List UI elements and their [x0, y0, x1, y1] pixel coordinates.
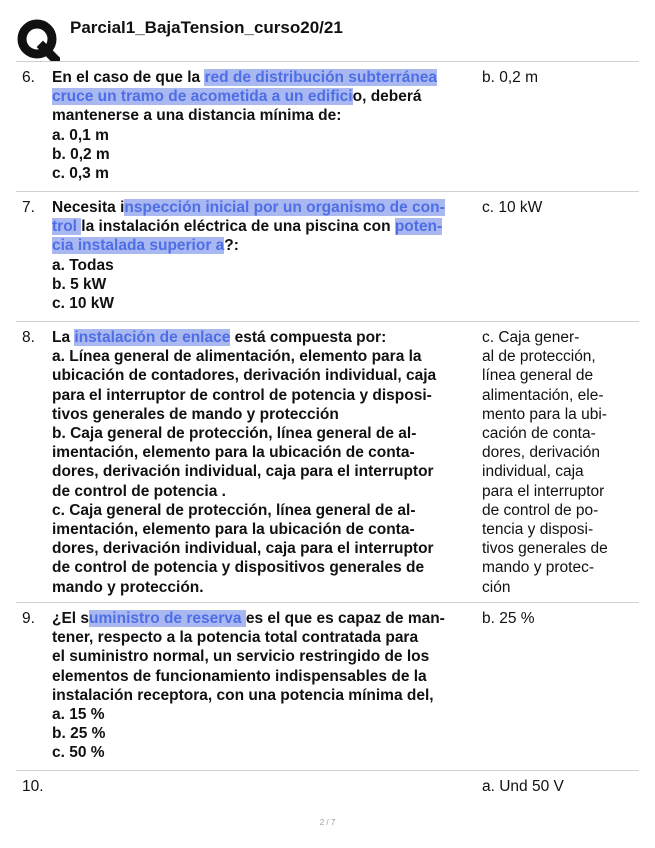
divider: [16, 191, 639, 192]
question-text-line: [52, 667, 482, 686]
divider: [16, 321, 639, 322]
answer-option: ubicación de contadores, derivación individual, caja: [52, 367, 437, 385]
question-number: 6.: [22, 69, 35, 86]
answer-option: de control de potencia .: [52, 482, 226, 500]
correct-answer-line: cación de conta-: [482, 425, 596, 443]
answer-option: b. 5 kW: [52, 275, 107, 293]
question-text: elementos de funcionamiento indispensables de la: [52, 667, 427, 685]
correct-answer-line: tencia y disposi-: [482, 521, 594, 539]
question-text: mantenerse a una distancia mínima de:: [52, 107, 342, 125]
answer-option: b. 25 %: [52, 725, 106, 743]
highlighted-text: poten-: [394, 218, 443, 236]
answer-option: dores, derivación individual, caja para el interruptor: [52, 540, 434, 558]
question-text-line: [52, 87, 482, 106]
correct-answer-line: mando y protec-: [482, 559, 594, 577]
highlighted-text: instalación de enlace: [74, 329, 231, 346]
question-text-line: [52, 328, 482, 347]
question-text: la instalación eléctrica de una piscina con: [81, 218, 395, 236]
correct-answer-line: para el interruptor: [482, 482, 605, 500]
question-text: o, deberá: [352, 88, 422, 106]
question-answer: [482, 68, 642, 87]
question-text-line: [52, 686, 482, 705]
question-answer: [482, 609, 642, 628]
correct-answer-line: a. Und 50 V: [482, 778, 564, 795]
question-text-line: [52, 217, 482, 236]
question-text: está compuesta por:: [230, 329, 387, 346]
highlighted-text: cia instalada superior a: [52, 237, 225, 255]
question-text: En el caso de que la: [52, 69, 205, 86]
highlighted-text: cruce un tramo de acometida a un edifici: [52, 88, 353, 106]
question-body: [52, 609, 482, 763]
answer-option: a. 0,1 m: [52, 126, 109, 144]
question-text-line: [52, 628, 482, 647]
question-text: tener, respecto a la potencia total contratada para: [52, 629, 419, 647]
question-answer: [482, 198, 642, 217]
page-number: 2 / 7: [319, 818, 336, 827]
answer-option: para el interruptor de control de potencia y disposi-: [52, 386, 432, 404]
question-text: La: [52, 329, 75, 346]
answer-option: b. Caja general de protección, línea general de al-: [52, 425, 417, 443]
question-text: instalación receptora, con una potencia mínima del,: [52, 686, 434, 704]
question-text-line: [52, 106, 482, 125]
answer-option: c. 0,3 m: [52, 165, 109, 183]
answer-option: imentación, elemento para la ubicación de conta-: [52, 444, 415, 462]
answer-option: de control de potencia y dispositivos generales de: [52, 559, 425, 577]
correct-answer-line: mento para la ubi-: [482, 405, 607, 423]
divider: [16, 770, 639, 771]
question-text-line: [52, 236, 482, 255]
divider: [16, 602, 639, 603]
correct-answer-line: línea general de: [482, 367, 594, 385]
answer-option: imentación, elemento para la ubicación de conta-: [52, 521, 415, 539]
question-text: ¿El s: [52, 610, 90, 627]
correct-answer-line: alimentación, ele-: [482, 386, 604, 404]
question-text: es el que es capaz de man-: [245, 610, 445, 627]
document-header: [16, 10, 641, 58]
app-logo-icon: [16, 18, 60, 62]
answer-option: a. Línea general de alimentación, elemento para la: [52, 348, 422, 366]
question-text-line: [52, 68, 482, 87]
question-text: el suministro normal, un servicio restringido de los: [52, 648, 430, 666]
correct-answer-line: individual, caja: [482, 463, 584, 481]
question-text-line: [52, 609, 482, 628]
correct-answer-line: de control de po-: [482, 501, 599, 519]
question-text: ?:: [224, 237, 239, 255]
question-answer: [482, 328, 642, 597]
correct-answer-line: c. 10 kW: [482, 199, 543, 216]
correct-answer-line: c. Caja gener-: [482, 329, 580, 346]
question-number: 8.: [22, 329, 35, 346]
highlighted-text: uministro de reserva: [89, 610, 246, 627]
correct-answer-line: b. 0,2 m: [482, 69, 538, 86]
answer-option: dores, derivación individual, caja para el interruptor: [52, 463, 434, 481]
question-body: [52, 68, 482, 183]
question-text-line: [52, 198, 482, 217]
correct-answer-line: dores, derivación: [482, 444, 601, 462]
question-number: 10.: [22, 778, 44, 795]
document-title: Parcial1_BajaTension_curso20/21: [70, 18, 343, 37]
question-number: 7.: [22, 199, 35, 216]
answer-option: b. 0,2 m: [52, 145, 110, 163]
answer-option: c. 10 kW: [52, 295, 115, 313]
correct-answer-line: ción: [482, 578, 511, 596]
correct-answer-line: al de protección,: [482, 348, 596, 366]
highlighted-text: red de distribución subterránea: [204, 69, 438, 86]
answer-option: mando y protección.: [52, 578, 204, 596]
answer-option: c. 50 %: [52, 744, 105, 762]
answer-option: tivos generales de mando y protección: [52, 405, 339, 423]
answer-option: a. Todas: [52, 256, 114, 274]
answer-option: c. Caja general de protección, línea general de al-: [52, 501, 416, 519]
question-text: Necesita i: [52, 199, 125, 216]
correct-answer-line: b. 25 %: [482, 610, 535, 627]
question-answer: [482, 777, 642, 796]
highlighted-text: nspección inicial por un organismo de con-: [124, 199, 445, 216]
question-number: 9.: [22, 610, 35, 627]
highlighted-text: trol: [52, 218, 82, 236]
question-body: [52, 328, 482, 597]
question-body: [52, 198, 482, 313]
divider: [16, 61, 639, 62]
answer-option: a. 15 %: [52, 706, 105, 724]
question-text-line: [52, 647, 482, 666]
correct-answer-line: tivos generales de: [482, 540, 608, 558]
